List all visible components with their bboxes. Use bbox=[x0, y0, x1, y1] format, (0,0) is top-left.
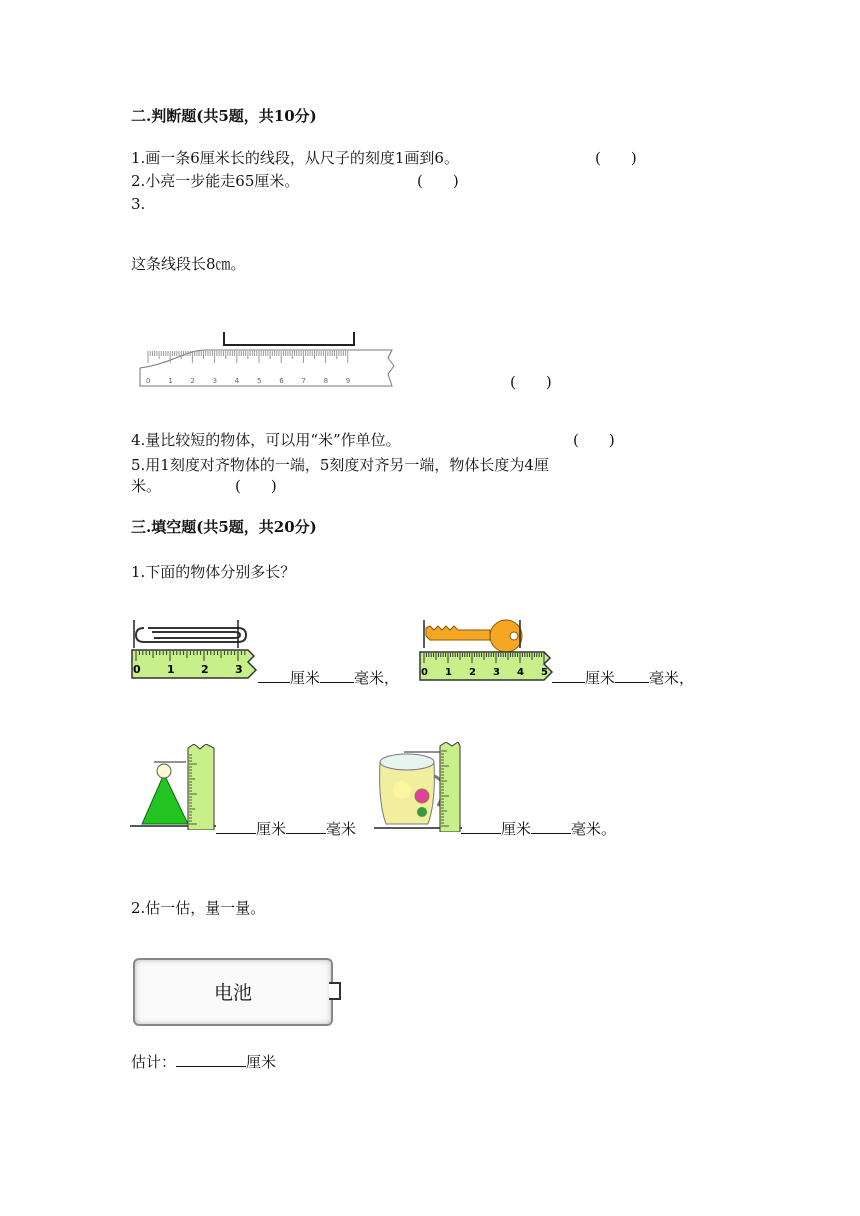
q3-1a-mm-blank[interactable] bbox=[320, 666, 354, 683]
section3-title: 三.填空题(共5题，共20分) bbox=[131, 518, 317, 536]
cup-icon bbox=[380, 754, 444, 824]
q2-2-answer-paren[interactable]: ( ) bbox=[417, 172, 459, 190]
paperclip-ruler-figure bbox=[130, 618, 260, 682]
battery-label: 电池 bbox=[213, 982, 252, 1004]
ruler-tick-label: 4 bbox=[234, 377, 240, 385]
mm-unit: 毫米 bbox=[649, 669, 680, 687]
cone-icon bbox=[142, 764, 188, 824]
ruler-b-tick-label: 3 bbox=[493, 667, 500, 678]
estimate-unit: 厘米 bbox=[246, 1053, 277, 1071]
q2-3-text: 这条线段长8㎝。 bbox=[131, 255, 246, 273]
q2-1-text: 1.画一条6厘米长的线段，从尺子的刻度1画到6。 bbox=[131, 149, 459, 167]
ruler-b-tick-label: 2 bbox=[469, 667, 476, 678]
ruler-tick-label: 7 bbox=[301, 377, 306, 385]
paperclip-icon bbox=[136, 628, 246, 642]
estimate-label: 估计： bbox=[131, 1053, 177, 1071]
ruler-body bbox=[140, 350, 394, 386]
key-icon bbox=[426, 620, 522, 652]
cm-unit: 厘米 bbox=[585, 669, 616, 687]
q2-5-text-line1: 5.用1刻度对齐物体的一端，5刻度对齐另一端，物体长度为4厘 bbox=[131, 456, 549, 474]
ruler-a-tick-label: 0 bbox=[133, 663, 141, 676]
q2-3-answer-paren[interactable]: ( ) bbox=[510, 373, 552, 391]
comma: ， bbox=[384, 669, 400, 687]
ruler-tick-label: 0 bbox=[146, 377, 151, 385]
q2-1-answer-paren[interactable]: ( ) bbox=[595, 149, 637, 167]
q3-1b-cm-blank[interactable] bbox=[552, 666, 585, 683]
mm-unit: 毫米 bbox=[326, 820, 357, 838]
battery-icon bbox=[133, 958, 333, 1026]
q3-1c-mm-blank[interactable] bbox=[286, 817, 326, 834]
cup-ruler-figure bbox=[374, 742, 464, 832]
ruler-b-tick-label: 4 bbox=[517, 667, 524, 678]
q3-1d-cm-blank[interactable] bbox=[461, 817, 501, 834]
q3-1a-answer bbox=[258, 666, 399, 688]
q3-1b-answer bbox=[552, 666, 694, 688]
q2-5-answer-paren[interactable]: ( ) bbox=[235, 477, 277, 495]
ruler-b-tick-label: 1 bbox=[445, 667, 452, 678]
ruler-b-tick-label: 0 bbox=[421, 667, 428, 678]
cm-unit: 厘米 bbox=[501, 820, 532, 838]
ruler-tick-label: 9 bbox=[345, 377, 351, 385]
ruler-a-tick-label: 1 bbox=[167, 663, 175, 676]
q3-1-text: 1.下面的物体分别多长？ bbox=[131, 563, 296, 581]
ruler-b-tick-label: 5 bbox=[541, 667, 548, 678]
mm-unit: 毫米 bbox=[354, 669, 385, 687]
key-ruler-figure bbox=[418, 618, 558, 682]
cm-unit: 厘米 bbox=[290, 669, 321, 687]
ruler-tick-label: 1 bbox=[168, 377, 173, 385]
mm-unit: 毫米 bbox=[571, 820, 602, 838]
comma: ， bbox=[679, 669, 695, 687]
ruler-tick-label: 3 bbox=[212, 377, 218, 385]
q2-4-answer-paren[interactable]: ( ) bbox=[573, 431, 615, 449]
q3-1d-answer bbox=[461, 817, 616, 839]
cm-unit: 厘米 bbox=[256, 820, 287, 838]
q3-1d-mm-blank[interactable] bbox=[531, 817, 571, 834]
estimate-blank[interactable] bbox=[176, 1050, 246, 1067]
q3-1a-cm-blank[interactable] bbox=[258, 666, 290, 683]
q3-2-text: 2.估一估，量一量。 bbox=[131, 899, 266, 917]
q2-5-text-line2: 米。 bbox=[131, 477, 162, 495]
cone-ruler-figure bbox=[130, 744, 220, 830]
q3-2-estimate bbox=[131, 1050, 276, 1072]
q2-4-text: 4.量比较短的物体，可以用“米”作单位。 bbox=[131, 431, 401, 449]
q2-2-text: 2.小亮一步能走65厘米。 bbox=[131, 172, 300, 190]
q2-3-number: 3. bbox=[131, 195, 146, 213]
period: 。 bbox=[601, 820, 617, 838]
vertical-ruler-a bbox=[188, 744, 214, 830]
section2-title: 二.判断题(共5题，共10分) bbox=[131, 107, 317, 125]
ruler-a-tick-label: 2 bbox=[201, 663, 209, 676]
q3-1b-mm-blank[interactable] bbox=[615, 666, 649, 683]
ruler-tick-label: 5 bbox=[257, 377, 262, 385]
ruler-tick-label: 8 bbox=[323, 377, 329, 385]
ruler-tick-label: 2 bbox=[190, 377, 195, 385]
torn-ruler-figure bbox=[136, 330, 398, 395]
ruler-tick-label: 6 bbox=[279, 377, 284, 385]
q3-1c-cm-blank[interactable] bbox=[216, 817, 256, 834]
q3-1c-answer bbox=[216, 817, 356, 839]
ruler-a-tick-label: 3 bbox=[235, 663, 243, 676]
battery-terminal bbox=[329, 982, 341, 1000]
